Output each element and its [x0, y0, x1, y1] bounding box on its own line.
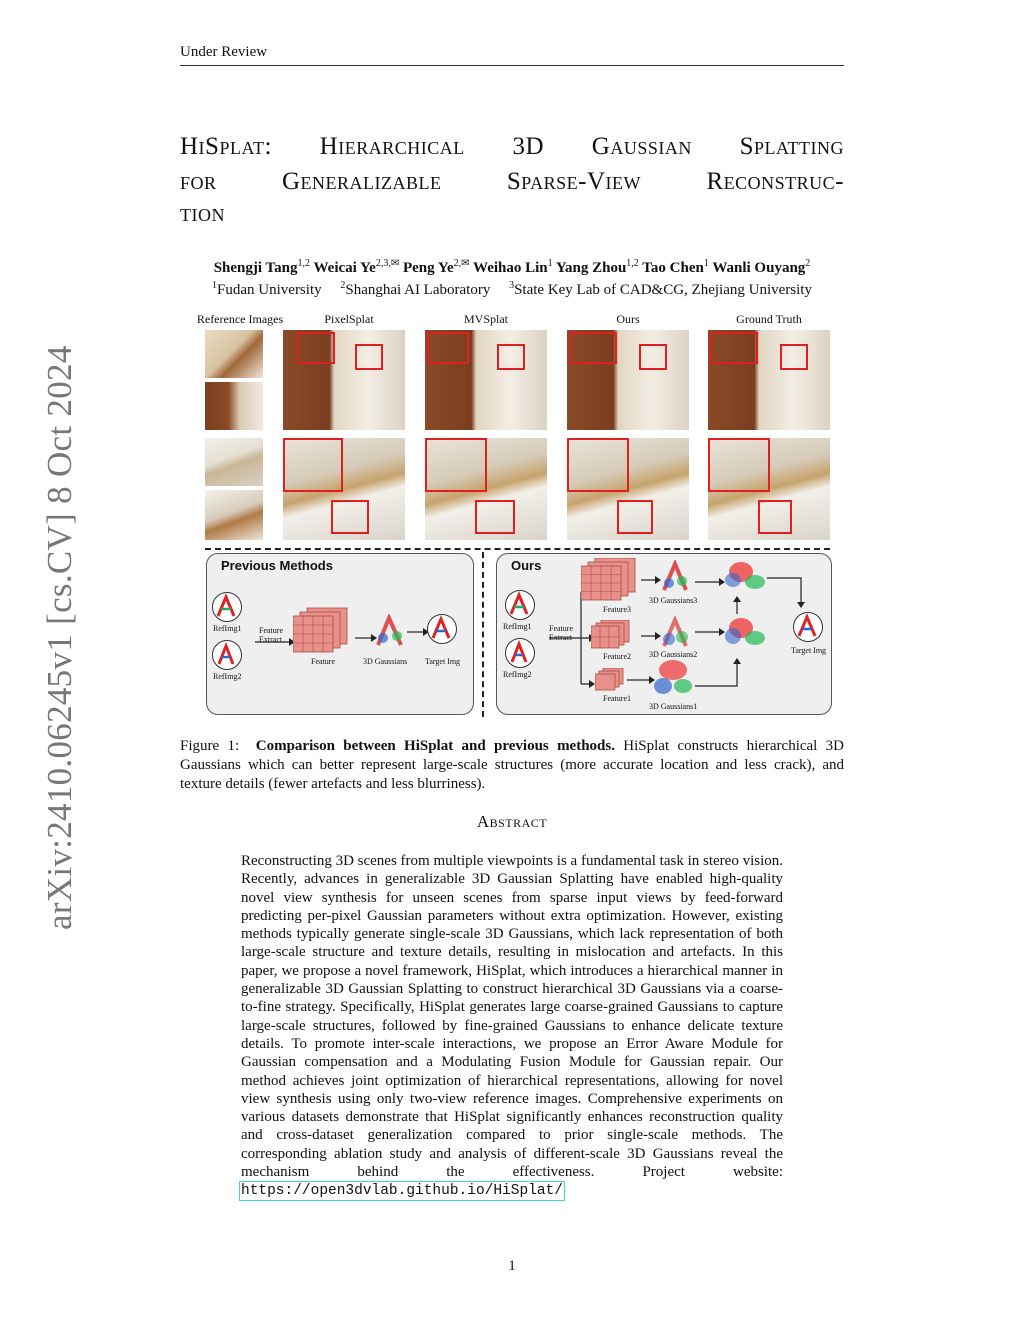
gaussian-icon: [723, 558, 767, 594]
highlight-box: [569, 332, 617, 364]
ref-image-label: RefImg2: [213, 672, 242, 681]
header-rule: [180, 65, 844, 66]
highlight-box: [331, 500, 369, 534]
feature-label: Feature: [311, 657, 335, 666]
figure-divider-horizontal: [205, 548, 830, 550]
gaussian-icon: [659, 560, 691, 592]
project-website-link[interactable]: https://open3dvlab.github.io/HiSplat/: [241, 1183, 563, 1200]
highlight-box: [567, 438, 629, 492]
arrow-icon: [767, 574, 807, 608]
reference-image-1b: [205, 382, 263, 430]
ref-image-icon: [505, 638, 535, 668]
title-line-1: HiSplat: Hierarchical 3D Gaussian Splatting: [180, 133, 844, 160]
affiliation: $^2$Shanghai AI Laboratory: [340, 280, 491, 298]
panel-title: Previous Methods: [221, 558, 333, 573]
highlight-box: [617, 500, 653, 534]
panel-title: Ours: [511, 558, 542, 573]
author: Yang Zhou$^{1,2}$: [555, 258, 639, 276]
caption-label: Figure 1:: [180, 738, 240, 754]
gaussian-icon: [723, 612, 767, 652]
abstract-text: Reconstructing 3D scenes from multiple viewpoints is a fundamental task in stereo vision. Recently, advances in generalizable 3D Gaussian Splatting have enabled high-quality novel view synthesis for unseen scenes from sparse input views by feed-forward predicting per-pixel Gaussian parameters without extra optimization. However, existing methods typically generate single-scale 3D Gaussians, which lack representation of both large-scale structure and texture details, resulting in mislocation and artefacts. In this paper, we propose a novel framework, HiSplat, which introduces a hierarchical manner in generalizable 3D Gaussian Splatting to construct hierarchical 3D Gaussians via a coarse-to-fine strategy. Specifically, HiSplat generates large coarse-grained Gaussians to capture large-scale structures, followed by fine-grained Gaussians to enhance delicate texture details. To promote inter-scale interactions, we propose an Error Aware Module for Gaussian compensation and a Modulating Fusion Module for Gaussian repair. Our method achieves joint optimization of hierarchical representations, allowing for novel view synthesis using only two-view reference images. Comprehensive experiments on various datasets demonstrate that HiSplat significantly enhances reconstruction quality and cross-dataset generalization compared to prior single-scale methods. The corresponding ablation study and analysis of different-scale 3D Gaussians reveal the mechanism behind the effectiveness. Project website:: [241, 853, 783, 1181]
column-label-mvsplat: MVSplat: [463, 312, 508, 326]
highlight-box: [475, 500, 515, 534]
highlight-box: [355, 344, 383, 370]
arrow-icon: [641, 632, 661, 640]
affiliation: $^3$State Key Lab of CAD&CG, Zhejiang University: [509, 280, 812, 298]
abstract-heading: Abstract: [476, 812, 548, 831]
highlight-box: [710, 332, 758, 364]
ours-image-1: [567, 330, 689, 430]
feature3-label: Feature3: [603, 605, 631, 614]
caption-bold: Comparison between HiSplat and previous methods.: [255, 738, 615, 754]
highlight-box: [708, 438, 770, 492]
target-image-label: Target Img: [791, 646, 827, 655]
column-label-ours: Ours: [616, 312, 640, 326]
affiliation-list: [150, 280, 874, 299]
affiliation: $^1$Fudan University: [212, 280, 322, 298]
target-image-label: Target Img: [425, 657, 461, 666]
gaussians1-label: 3D Gaussians1: [649, 702, 698, 711]
author: Peng $Ye^{2,✉}$: [402, 258, 470, 276]
feature3-cube-icon: [581, 558, 639, 604]
highlight-box: [639, 344, 667, 370]
highlight-box: [758, 500, 792, 534]
author: Tao Chen$^1$: [642, 258, 709, 276]
column-label-reference: Reference Images: [196, 312, 284, 326]
mvsplat-image-2: [425, 438, 547, 540]
author: Wanli Ouyang$^2$: [712, 258, 811, 276]
reference-image-1a: [205, 330, 263, 378]
feature2-cube-icon: [591, 620, 631, 650]
arrow-icon: [255, 638, 295, 646]
ref-image-label: RefImg1: [213, 624, 242, 633]
column-label-ground-truth: Ground Truth: [736, 312, 802, 326]
ground-truth-image-1: [708, 330, 830, 430]
mvsplat-image-1: [425, 330, 547, 430]
title-line-2: for Generalizable Sparse-View Reconstruc-: [180, 168, 844, 195]
caption-text: HiSplat constructs hierarchical 3D Gaussians which can better represent large-scale structures (more accurate location and less crack), and texture details (fewer artefacts and less blurriness).: [180, 738, 844, 792]
reference-image-2a: [205, 438, 263, 486]
highlight-box: [780, 344, 808, 370]
ref-image-icon: [505, 590, 535, 620]
gaussians2-label: 3D Gaussians2: [649, 650, 698, 659]
gaussian-icon: [653, 658, 693, 698]
highlight-box: [283, 438, 343, 492]
ours-panel: [496, 553, 832, 715]
abstract-body: [241, 852, 783, 1201]
page-number: 1: [508, 1258, 516, 1274]
ref-image-icon: [212, 640, 242, 670]
gaussian-icon: [373, 614, 407, 648]
arrow-icon: [407, 628, 429, 636]
arrow-icon: [627, 676, 655, 684]
gaussians3-label: 3D Gaussians3: [649, 596, 698, 605]
column-label-pixelsplat: PixelSplat: [324, 312, 374, 326]
ref-image-label: RefImg1: [503, 622, 532, 631]
highlight-box: [427, 332, 469, 364]
arxiv-identifier: arXiv:2410.06245v1 [cs.CV] 8 Oct 2024: [40, 345, 79, 930]
highlight-box: [297, 332, 335, 364]
ours-image-2: [567, 438, 689, 540]
author: Shengji Tang$^{1,2}$: [213, 258, 310, 276]
highlight-box: [497, 344, 525, 370]
author: Weicai $Ye^{2,3,✉}$: [313, 258, 400, 276]
feature2-label: Feature2: [603, 652, 631, 661]
pixelsplat-image-1: [283, 330, 405, 430]
running-header: Under Review: [180, 44, 268, 60]
target-image-icon: [427, 614, 457, 644]
author-list: [150, 258, 874, 277]
reference-image-2b: [205, 490, 263, 540]
gaussian-icon: [659, 616, 691, 648]
feature1-cube-icon: [595, 668, 625, 692]
target-image-icon: [793, 612, 823, 642]
ref-image-label: RefImg2: [503, 670, 532, 679]
ref-image-icon: [212, 592, 242, 622]
ground-truth-image-2: [708, 438, 830, 540]
previous-methods-panel: [206, 553, 474, 715]
author: Weihao Lin$^1$: [473, 258, 553, 276]
title-line-3: tion: [180, 200, 225, 227]
feature-extract-label: Feature Extract: [549, 624, 573, 642]
feature-cube-icon: [293, 606, 353, 654]
highlight-box: [425, 438, 487, 492]
arrow-icon: [641, 576, 661, 584]
feature1-label: Feature1: [603, 694, 631, 703]
feature-extract-label: Feature Extract: [259, 626, 283, 644]
pixelsplat-image-2: [283, 438, 405, 540]
figure-caption: [180, 737, 844, 794]
figure-divider-vertical: [482, 552, 484, 717]
gaussians-label: 3D Gaussians: [363, 657, 408, 666]
